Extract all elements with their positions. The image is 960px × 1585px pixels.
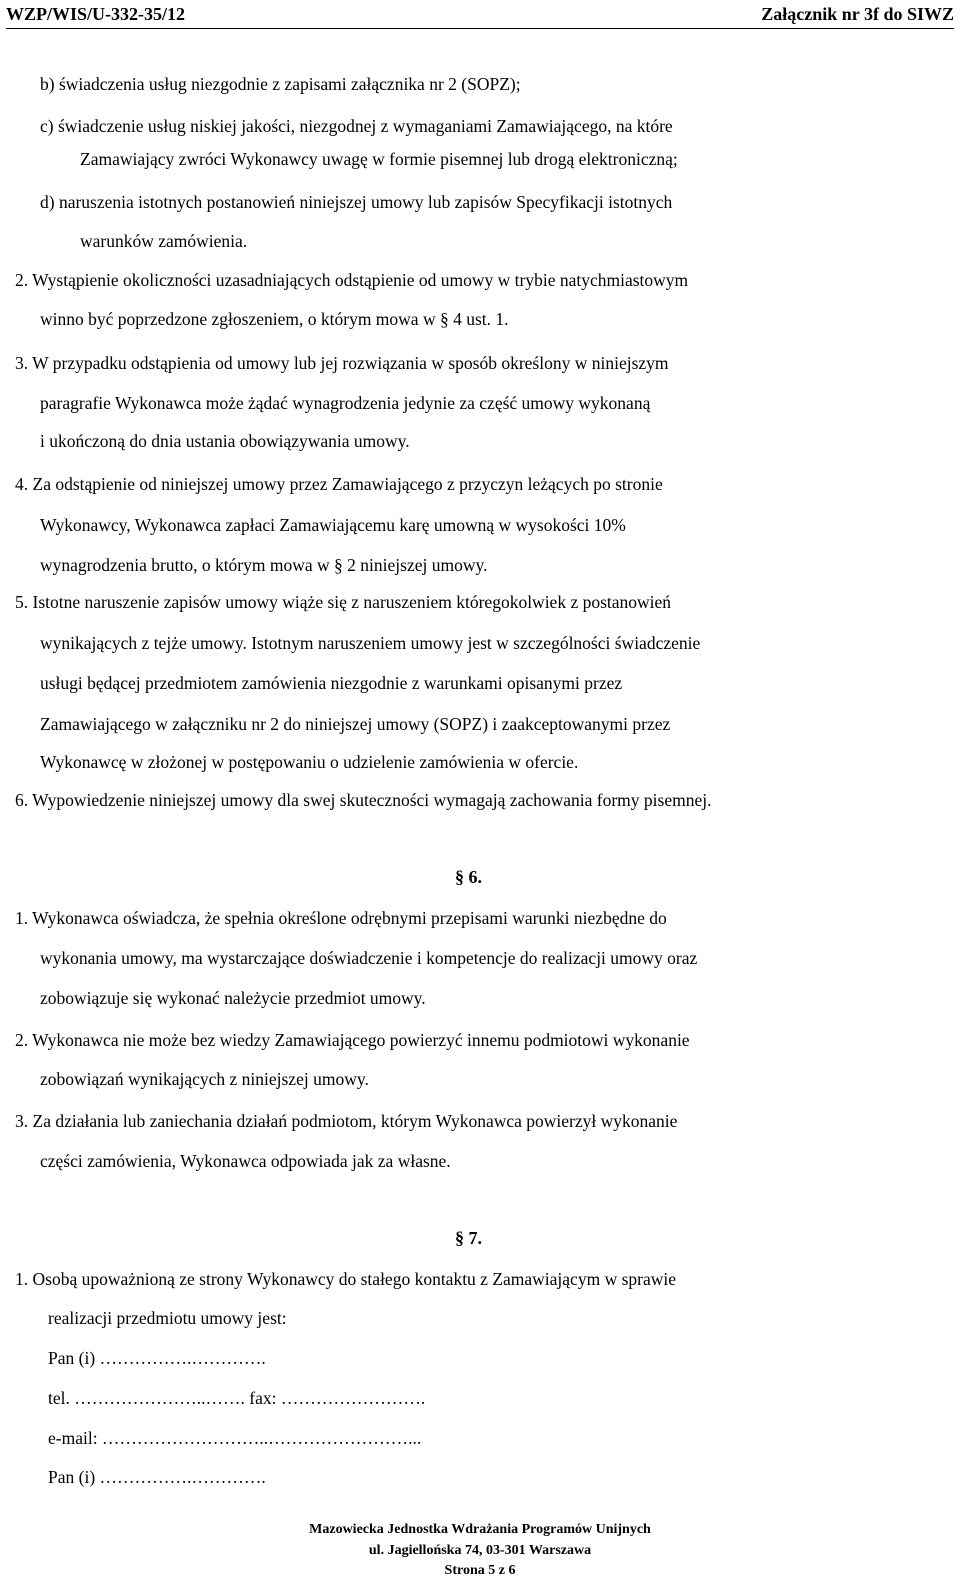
s6-paragraph-2-line2: zobowiązań wynikających z niniejszej umowy. bbox=[40, 1069, 369, 1089]
contact-name-1: Pan (i) …………….…………. bbox=[48, 1348, 266, 1368]
item-b: b) świadczenia usług niezgodnie z zapisami załącznika nr 2 (SOPZ); bbox=[40, 74, 521, 94]
paragraph-4-line2: Wykonawcy, Wykonawca zapłaci Zamawiającemu karę umowną w wysokości 10% bbox=[40, 515, 626, 535]
s6-paragraph-2-line1: 2. Wykonawca nie może bez wiedzy Zamawiającego powierzyć innemu podmiotowi wykonanie bbox=[15, 1030, 690, 1050]
footer-page-number: Strona 5 z 6 bbox=[444, 1563, 516, 1578]
paragraph-4-line1: 4. Za odstąpienie od niniejszej umowy przez Zamawiającego z przyczyn leżących po stronie bbox=[15, 474, 663, 494]
paragraph-4-line3: wynagrodzenia brutto, o którym mowa w § 2 niniejszej umowy. bbox=[40, 555, 488, 575]
s6-paragraph-1-line2: wykonania umowy, ma wystarczające doświadczenie i kompetencje do realizacji umowy oraz bbox=[40, 948, 698, 968]
s6-paragraph-3-line1: 3. Za działania lub zaniechania działań podmiotom, którym Wykonawca powierzył wykonanie bbox=[15, 1111, 678, 1131]
paragraph-3-line1: 3. W przypadku odstąpienia od umowy lub jej rozwiązania w sposób określony w niniejszym bbox=[15, 353, 669, 373]
contact-email: e-mail: ………………………..……………………... bbox=[48, 1428, 422, 1448]
section-7-title: § 7. bbox=[455, 1228, 482, 1248]
paragraph-5-line4: Zamawiającego w załączniku nr 2 do niniejszej umowy (SOPZ) i zaakceptowanymi przez bbox=[40, 714, 671, 734]
page-header bbox=[6, 0, 954, 29]
paragraph-5-line5: Wykonawcę w złożonej w postępowaniu o udzielenie zamówienia w ofercie. bbox=[40, 752, 579, 772]
footer-organization: Mazowiecka Jednostka Wdrażania Programów Unijnych bbox=[309, 1522, 651, 1537]
attachment-label: Załącznik nr 3f do SIWZ bbox=[761, 3, 954, 24]
paragraph-2-line1: 2. Wystąpienie okoliczności uzasadniających odstąpienie od umowy w trybie natychmiastowym bbox=[15, 270, 689, 290]
paragraph-3-line3: i ukończoną do dnia ustania obowiązywania umowy. bbox=[40, 431, 410, 451]
document-reference: WZP/WIS/U-332-35/12 bbox=[6, 3, 186, 24]
paragraph-6: 6. Wypowiedzenie niniejszej umowy dla swej skuteczności wymagają zachowania formy pisemnej. bbox=[15, 790, 712, 810]
paragraph-5-line2: wynikających z tejże umowy. Istotnym naruszeniem umowy jest w szczególności świadczenie bbox=[40, 633, 701, 653]
item-d-line2: warunków zamówienia. bbox=[80, 231, 248, 251]
s7-paragraph-1-line1: 1. Osobą upoważnioną ze strony Wykonawcy do stałego kontaktu z Zamawiającym w sprawie bbox=[15, 1269, 677, 1289]
item-d-line1: d) naruszenia istotnych postanowień niniejszej umowy lub zapisów Specyfikacji istotnych bbox=[40, 192, 673, 212]
footer-address: ul. Jagiellońska 74, 03-301 Warszawa bbox=[368, 1543, 592, 1558]
item-c-line1: c) świadczenie usług niskiej jakości, niezgodnej z wymaganiami Zamawiającego, na które bbox=[40, 116, 673, 136]
contact-phone-fax: tel. …………………..……. fax: ……………………. bbox=[48, 1388, 426, 1408]
paragraph-5-line3: usługi będącej przedmiotem zamówienia niezgodnie z warunkami opisanymi przez bbox=[40, 673, 623, 693]
item-c-line2: Zamawiający zwróci Wykonawcy uwagę w formie pisemnej lub drogą elektroniczną; bbox=[80, 149, 678, 169]
s6-paragraph-1-line1: 1. Wykonawca oświadcza, że spełnia określone odrębnymi przepisami warunki niezbędne do bbox=[15, 908, 667, 928]
paragraph-3-line2: paragrafie Wykonawca może żądać wynagrodzenia jedynie za część umowy wykonaną bbox=[40, 393, 651, 413]
s7-paragraph-1-line2: realizacji przedmiotu umowy jest: bbox=[48, 1308, 287, 1328]
paragraph-5-line1: 5. Istotne naruszenie zapisów umowy wiąże się z naruszeniem któregokolwiek z postanowień bbox=[15, 592, 672, 612]
paragraph-2-line2: winno być poprzedzone zgłoszeniem, o którym mowa w § 4 ust. 1. bbox=[40, 309, 509, 329]
s6-paragraph-3-line2: części zamówienia, Wykonawca odpowiada jak za własne. bbox=[40, 1151, 451, 1171]
contact-name-2: Pan (i) …………….…………. bbox=[48, 1467, 266, 1487]
section-6-title: § 6. bbox=[455, 867, 482, 887]
s6-paragraph-1-line3: zobowiązuje się wykonać należycie przedmiot umowy. bbox=[40, 988, 426, 1008]
